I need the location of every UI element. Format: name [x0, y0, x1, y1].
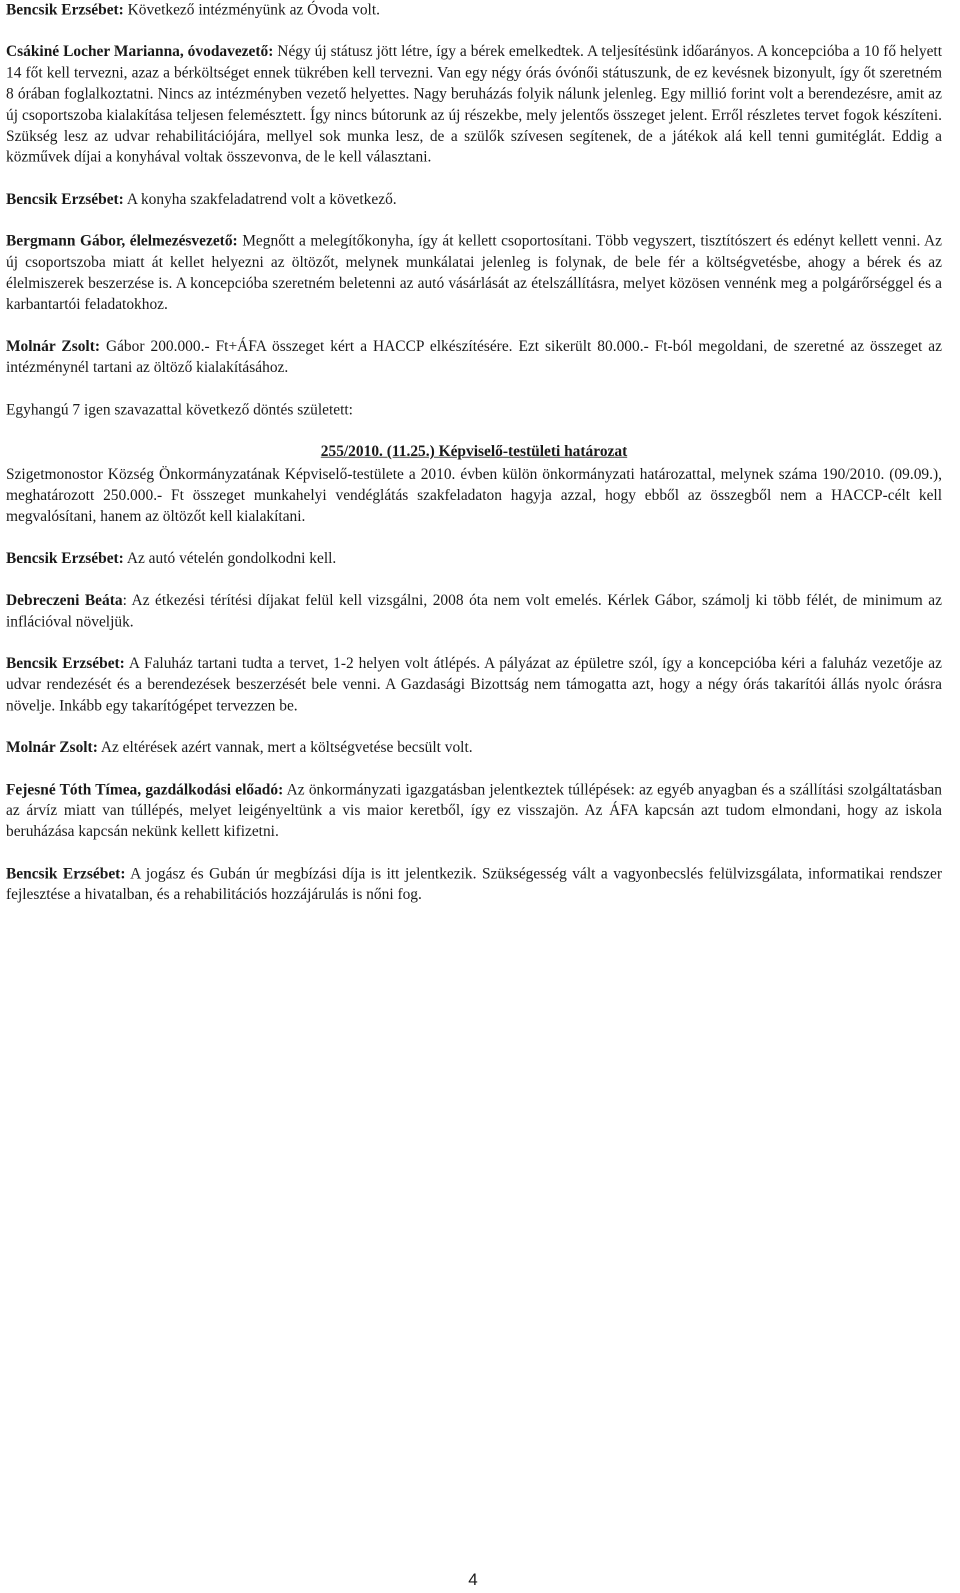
paragraph-text: : Az étkezési térítési díjakat felül kell vizsgálni, 2008 óta nem volt emelés. Kérlek Gábor, számolj ki több félét, de minimum az inflációval növeljük.	[6, 592, 943, 631]
paragraph-text: Megnőtt a melegítőkonyha, így át kellett csoportosítani. Több vegyszert, tisztítószert és edényt kellett venni. Az új csoportszoba miatt át kellet helyezni az öltözőt, melynek munkálatai jelenleg is folynak, de bele fér a költségvetésbe, ahogy a bérek és az élelmiszerek beszerzése is. A koncepcióba szeretném beletenni az autó vásárlását az ételszállításra, melyet közösen vennénk meg a polgárőrséggel és a karbantartói feladatokhoz.	[6, 233, 943, 314]
speaker-name: Molnár Zsolt:	[6, 338, 100, 356]
speaker-name: Molnár Zsolt:	[6, 739, 98, 757]
paragraph-11	[6, 864, 942, 906]
resolution-title: 255/2010. (11.25.) Képviselő-testületi határozat	[320, 443, 628, 461]
paragraph-6	[6, 549, 942, 570]
speaker-name: Csákiné Locher Marianna, óvodavezető:	[6, 43, 274, 61]
paragraph-text: Az autó vételén gondolkodni kell.	[123, 550, 337, 567]
paragraph-text: A konyha szakfeladatrend volt a következő.	[123, 191, 397, 208]
paragraph-10	[6, 780, 942, 843]
speaker-name: Bencsik Erzsébet:	[6, 1, 124, 19]
paragraph-1	[6, 0, 942, 21]
paragraph-4	[6, 231, 942, 315]
paragraph-3	[6, 189, 942, 210]
paragraph-8	[6, 654, 942, 717]
paragraph-text: Következő intézményünk az Óvoda volt.	[123, 1, 380, 19]
paragraph-text: Az önkormányzati igazgatásban jelentkeztek túllépések: az egyéb anyagban és a szállítási szolgáltatásban az árvíz miatt van túllépés, melyet leigényeltünk a vis maior keretből, így ez visszajön. Az ÁFA kapcsán azt tudom elmondani, hogy az iskola beruházása kapcsán nekünk kellett kifizetni.	[6, 781, 942, 841]
resolution-text: Szigetmonostor Község Önkormányzatának Képviselő-testülete a 2010. évben külön önkormányzati határozattal, melynek száma 190/2010. (09.09.), meghatározott 250.000.- Ft összeget munkahelyi vendéglátás szakfeladaton hagyja azzal, hogy ebből az összegből nem a HACCP-célt kell megvalósítani, hanem az öltözőt kell kialakítani.	[6, 466, 942, 526]
speaker-name: Bencsik Erzsébet:	[6, 865, 126, 883]
speaker-name: Bencsik Erzsébet:	[6, 550, 124, 567]
paragraph-7	[6, 591, 942, 633]
paragraph-9	[6, 738, 942, 759]
speaker-name: Debreczeni Beáta	[6, 592, 123, 609]
speaker-name: Bergmann Gábor, élelmezésvezető:	[6, 233, 238, 250]
vote-text: Egyhangú 7 igen szavazattal következő döntés született:	[6, 401, 353, 419]
page-number: 4	[468, 1570, 478, 1589]
paragraph-text: A jogász és Gubán úr megbízási díja is itt jelentkezik. Szükségesség vált a vagyonbecslés felülvizsgálata, informatikai rendszer fejlesztése a hivatalban, és a rehabilitációs hozzájárulás is nőni fog.	[6, 865, 942, 904]
paragraph-text: Négy új státusz jött létre, így a bérek emelkedtek. A teljesítésünk időarányos. A koncepcióba a 10 fő helyett 14 főt kell tervezni, azaz a bérköltséget ennek tükrében kell tervezni. Van egy négy órás óvónői státuszunk, de ez kevésnek bizonyult, így őt szeretném 8 órában foglalkoztatni. Nincs az intézményben vezető helyettes. Nagy beruházás folyik nálunk jelenleg. Egy millió forint volt a berendezésre, amit az új csoportszoba kialakítása teljesen felemésztett. Így nincs bútorunk az új részekbe, mely jelentős összeget jelent. Erről részletes tervet fogok készíteni. Szükség lesz az udvar rehabilitációjára, mellyel sok munka lesz, de a szülők szívesen segítenek, de a játékok alá kell tenni gumitéglát. Eddig a közművek díjai a konyhával voltak összevonva, de le kell választani.	[6, 43, 943, 166]
speaker-name: Bencsik Erzsébet:	[6, 655, 125, 672]
speaker-name: Fejesné Tóth Tímea, gazdálkodási előadó:	[6, 781, 284, 799]
paragraph-2	[6, 42, 942, 169]
paragraph-text: Az eltérések azért vannak, mert a költségvetése becsült volt.	[97, 739, 473, 757]
paragraph-text: Gábor 200.000.- Ft+ÁFA összeget kért a HACCP elkészítésére. Ezt sikerült 80.000.- Ft-ból megoldani, de szeretné az összeget az intézménynél tartani az öltöző kialakításához.	[6, 338, 942, 377]
paragraph-5	[6, 337, 942, 379]
paragraph-text: A Faluház tartani tudta a tervet, 1-2 helyen volt átlépés. A pályázat az épületre szól, így a koncepcióba kéri a faluház vezetője az udvar rendezését és a berendezések beszerzését bele venni. A Gazdasági Bizottság nem támogatta azt, hogy a négy órás takarítói állás nyolc órásra növelje. Inkább egy takarítógépet tervezzen be.	[6, 655, 943, 715]
speaker-name: Bencsik Erzsébet:	[6, 191, 124, 208]
